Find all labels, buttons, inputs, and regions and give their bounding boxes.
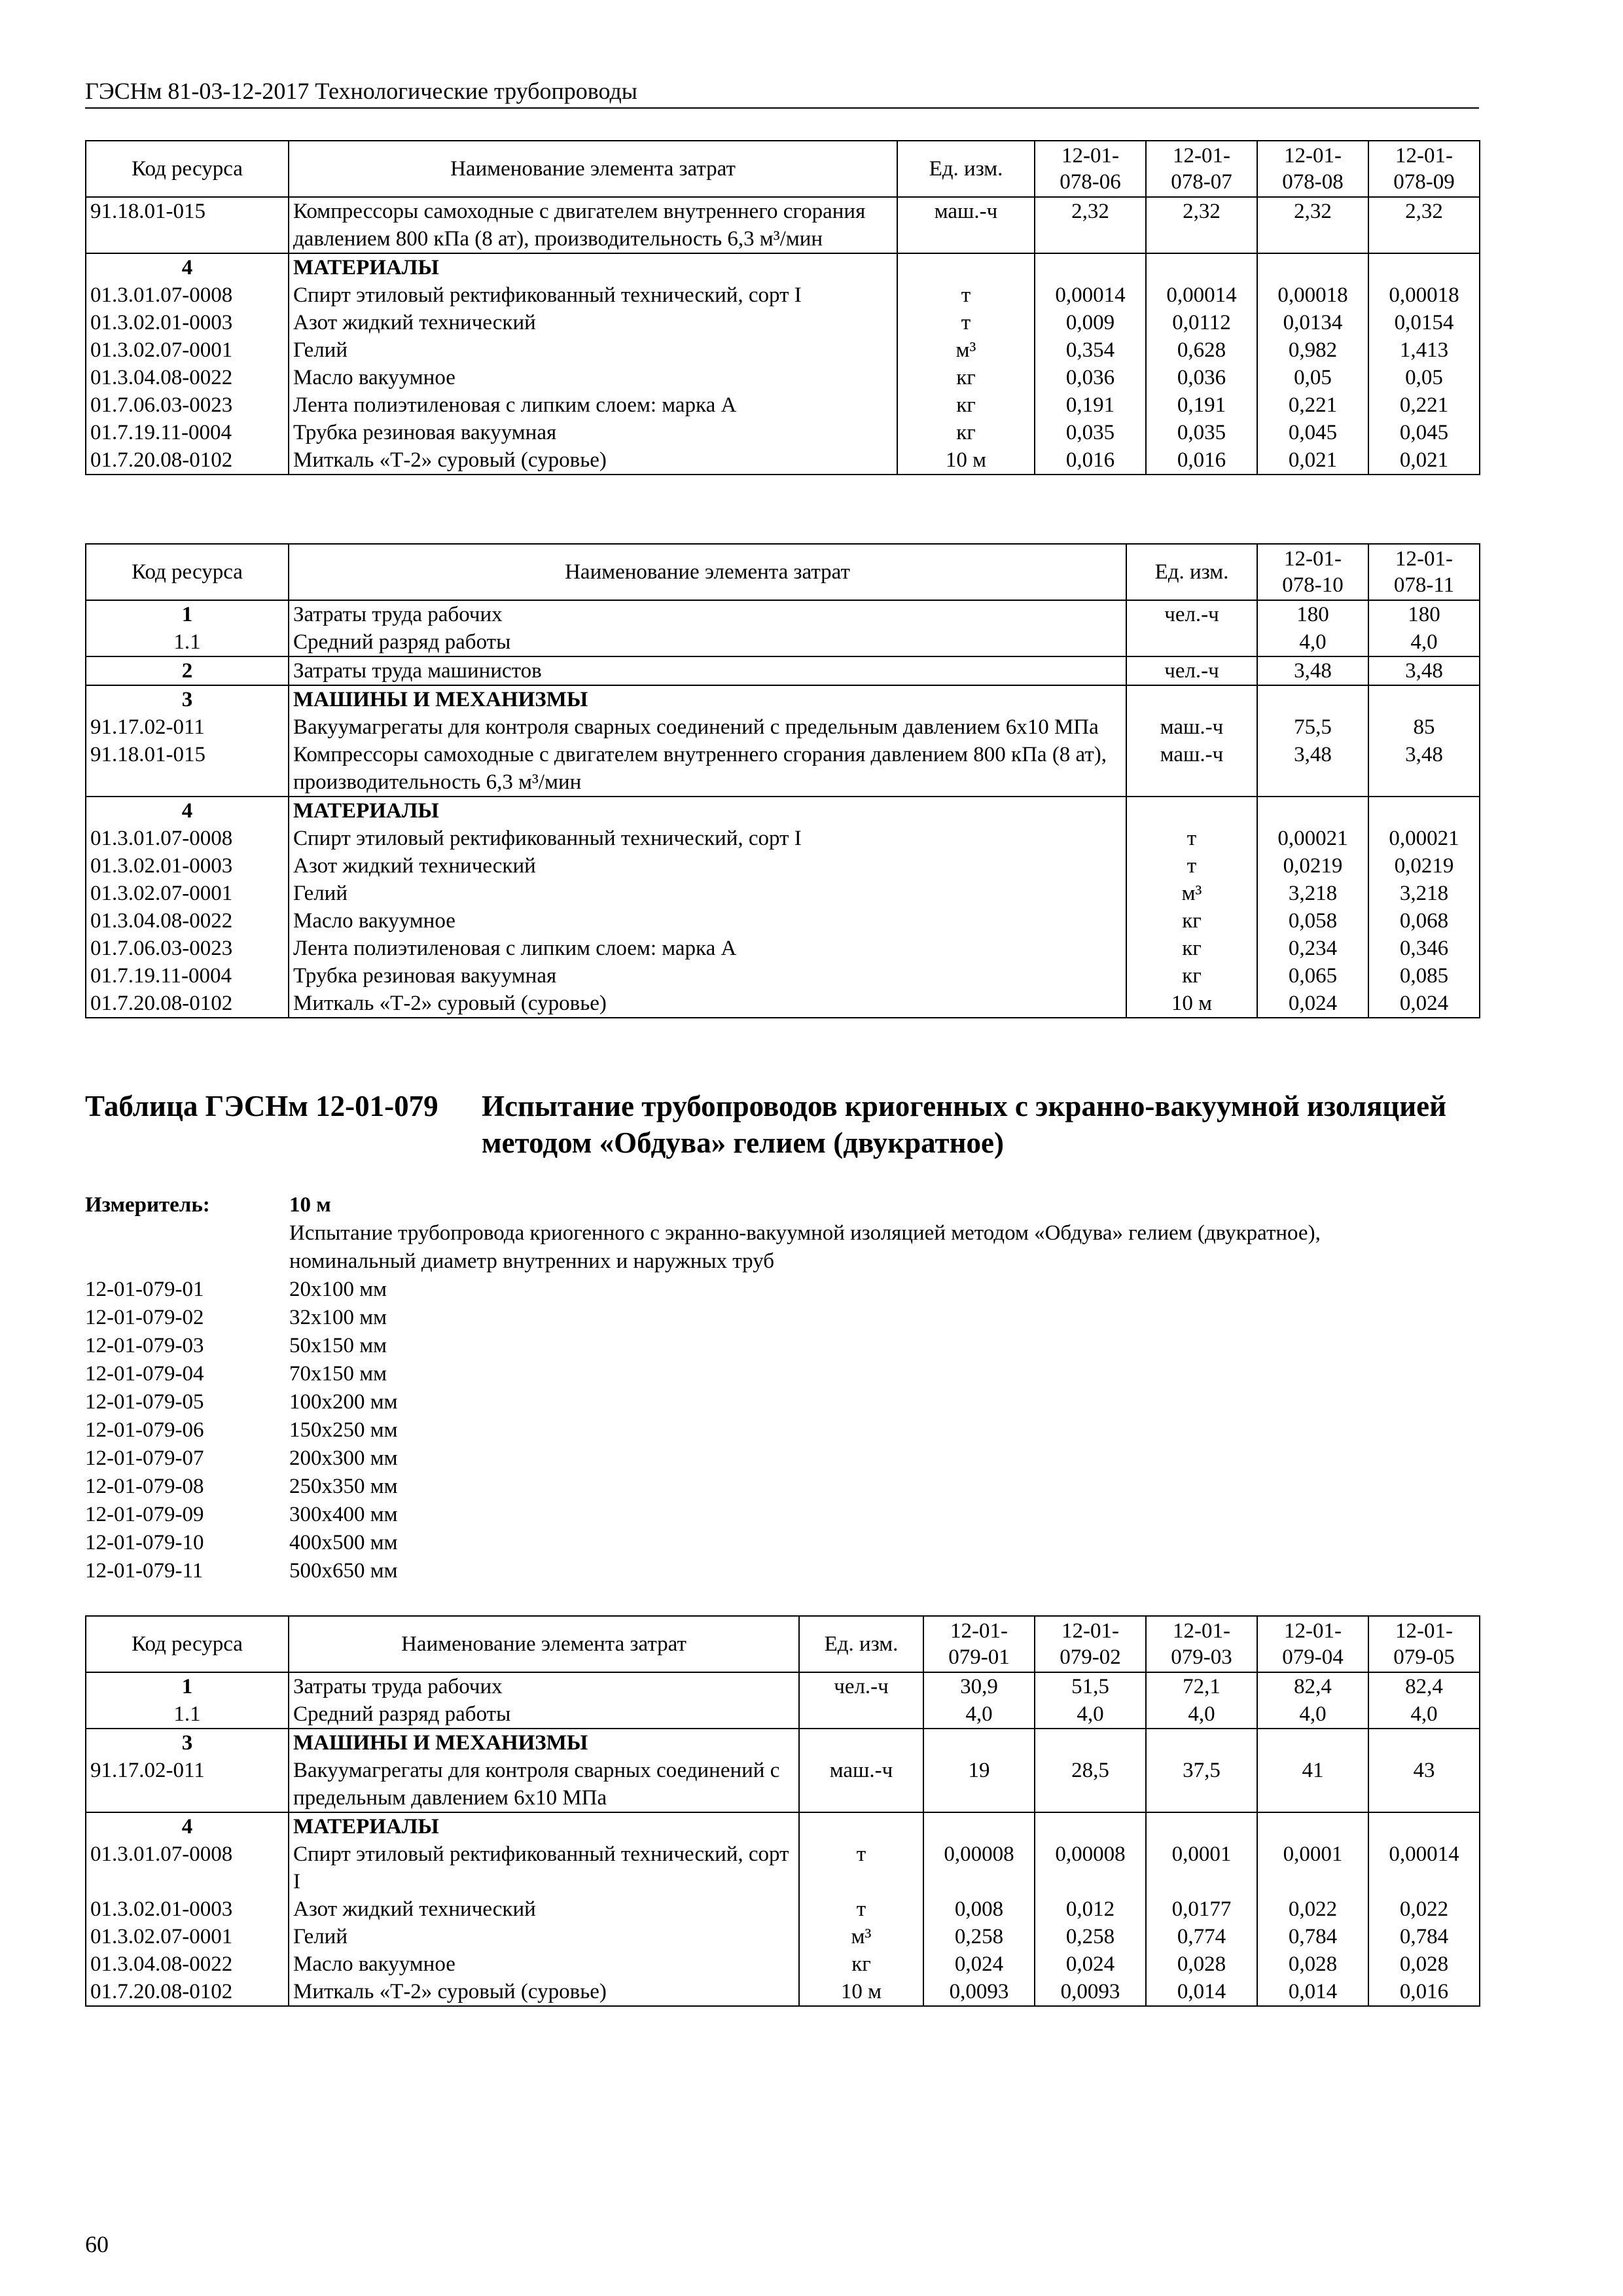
col-header-code: Код ресурса [86,544,289,600]
col-header-unit: Ед. изм. [799,1616,923,1672]
col-header-norm: 12-01- 079-02 [1035,1616,1146,1672]
table-row: 01.7.19.11-0004 Трубка резиновая вакуумная кг 0,065 0,085 [86,962,1480,990]
table-row: 1.1 Средний разряд работы 4,0 4,0 [86,628,1480,656]
table-row: 01.7.06.03-0023 Лента полиэтиленовая с липким слоем: марка А кг 0,234 0,346 [86,935,1480,962]
table-row: 1.1 Средний разряд работы 4,0 4,0 4,0 4,0 4,0 [86,1700,1480,1729]
section-row: 3 МАШИНЫ И МЕХАНИЗМЫ [86,685,1480,713]
table-row: 01.7.20.08-0102 Миткаль «Т-2» суровый (суровье) 10 м 0,0093 0,0093 0,014 0,014 0,016 [86,1978,1480,2006]
col-header-code: Код ресурса [86,1616,289,1672]
meter-label: Измеритель: [85,1193,210,1217]
table-row: 01.3.04.08-0022 Масло вакуумное кг 0,058 0,068 [86,907,1480,935]
list-item: 12-01-079-05 100х200 мм [85,1390,398,1414]
list-item: 12-01-079-10 400х500 мм [85,1531,398,1554]
list-item: 12-01-079-01 20х100 мм [85,1278,387,1301]
col-header-norm: 12-01- 079-04 [1257,1616,1368,1672]
section-title-text: Испытание трубопроводов криогенных с экранно-вакуумной изоляцией методом «Обдува» гелием (двукратное) [482,1090,1447,1159]
col-header-norm: 12-01- 079-01 [923,1616,1035,1672]
table-row: 01.7.20.08-0102 Миткаль «Т-2» суровый (суровье) 10 м 0,024 0,024 [86,990,1480,1018]
col-header-name: Наименование элемента затрат [289,1616,799,1672]
list-item: 12-01-079-08 250х350 мм [85,1475,398,1498]
table-row: 01.3.04.08-0022 Масло вакуумное кг 0,036 0,036 0,05 0,05 [86,364,1480,391]
col-header-unit: Ед. изм. [897,141,1035,197]
list-item: 12-01-079-06 150х250 мм [85,1418,398,1442]
table-row: 01.3.01.07-0008 Спирт этиловый ректификованный технический, сорт I т 0,00021 0,00021 [86,825,1480,852]
col-header-norm: 12-01- 078-09 [1368,141,1480,197]
list-item: 12-01-079-11 500х650 мм [85,1559,398,1583]
table-row: 1 Затраты труда рабочих чел.-ч 30,9 51,5 72,1 82,4 82,4 [86,1672,1480,1700]
page-number: 60 [85,2231,109,2257]
section-row: 4 МАТЕРИАЛЫ [86,253,1480,281]
table-row: 01.3.02.07-0001 Гелий м³ 0,258 0,258 0,774 0,784 0,784 [86,1923,1480,1950]
section-title-prefix: Таблица ГЭСНм 12-01-079 [85,1090,438,1122]
table-row: 2 Затраты труда машинистов чел.-ч 3,48 3,48 [86,656,1480,685]
table-row: 01.3.04.08-0022 Масло вакуумное кг 0,024 0,024 0,028 0,028 0,028 [86,1950,1480,1978]
running-header: ГЭСНм 81-03-12-2017 Технологические трубопроводы [85,77,1479,109]
table-row: 01.7.06.03-0023 Лента полиэтиленовая с липким слоем: марка А кг 0,191 0,191 0,221 0,221 [86,391,1480,419]
meter-value: 10 м [289,1193,331,1217]
list-item: 12-01-079-02 32х100 мм [85,1306,387,1329]
table-row: 1 Затраты труда рабочих чел.-ч 180 180 [86,600,1480,628]
table-row: 91.18.01-015 Компрессоры самоходные с двигателем внутреннего сгорания давлением 800 кПа (8 ат), производительность 6,3 м³/мин маш.-ч 2,32 2,32 2,32 2,32 [86,197,1480,253]
col-header-code: Код ресурса [86,141,289,197]
table-row: 01.3.01.07-0008 Спирт этиловый ректификованный технический, сорт I т 0,00008 0,00008 0,0001 0,0001 0,00014 [86,1840,1480,1895]
table-row: 01.3.01.07-0008 Спирт этиловый ректификованный технический, сорт I т 0,00014 0,00014 0,00018 0,00018 [86,281,1480,309]
col-header-norm: 12-01- 078-07 [1146,141,1257,197]
table-row: 01.3.02.01-0003 Азот жидкий технический т 0,0219 0,0219 [86,852,1480,880]
table-row: 01.3.02.01-0003 Азот жидкий технический т 0,009 0,0112 0,0134 0,0154 [86,309,1480,336]
col-header-unit: Ед. изм. [1126,544,1257,600]
list-item: 12-01-079-03 50х150 мм [85,1334,387,1357]
list-item: 12-01-079-04 70х150 мм [85,1362,387,1386]
section-row: 3 МАШИНЫ И МЕХАНИЗМЫ [86,1729,1480,1757]
resource-table-078-10-11 [85,543,1480,1018]
col-header-norm: 12-01- 079-05 [1368,1616,1480,1672]
col-header-norm: 12-01- 078-10 [1257,544,1368,600]
table-row: 01.3.02.01-0003 Азот жидкий технический т 0,008 0,012 0,0177 0,022 0,022 [86,1895,1480,1923]
table-row: 01.3.02.07-0001 Гелий м³ 3,218 3,218 [86,880,1480,907]
col-header-name: Наименование элемента затрат [289,544,1126,600]
resource-table-079-01-05 [85,1615,1480,2007]
resource-table-078-06-09 [85,140,1480,475]
col-header-norm: 12-01- 078-08 [1257,141,1368,197]
table-row: 01.3.02.07-0001 Гелий м³ 0,354 0,628 0,982 1,413 [86,336,1480,364]
table-row: 91.17.02-011 Вакуумагрегаты для контроля сварных соединений с предельным давлением 6х10 МПа маш.-ч 75,5 85 [86,713,1480,741]
col-header-name: Наименование элемента затрат [289,141,897,197]
list-item: 12-01-079-09 300х400 мм [85,1503,398,1526]
table-row: 91.17.02-011 Вакуумагрегаты для контроля сварных соединений с предельным давлением 6х10 МПа маш.-ч 19 28,5 37,5 41 43 [86,1757,1480,1812]
col-header-norm: 12-01- 078-11 [1368,544,1480,600]
section-row: 4 МАТЕРИАЛЫ [86,1812,1480,1840]
table-row: 01.7.20.08-0102 Миткаль «Т-2» суровый (суровье) 10 м 0,016 0,016 0,021 0,021 [86,446,1480,475]
table-row: 01.7.19.11-0004 Трубка резиновая вакуумная кг 0,035 0,035 0,045 0,045 [86,419,1480,446]
col-header-norm: 12-01- 078-06 [1035,141,1146,197]
meter-description: Испытание трубопровода криогенного с экранно-вакуумной изоляцией методом «Обдува» гелием (двукратное), номинальный диаметр внутренних и наружных труб [289,1221,1321,1273]
col-header-norm: 12-01- 079-03 [1146,1616,1257,1672]
list-item: 12-01-079-07 200х300 мм [85,1446,398,1470]
section-row: 4 МАТЕРИАЛЫ [86,797,1480,825]
meter-block [85,1191,1492,1585]
table-row: 91.18.01-015 Компрессоры самоходные с двигателем внутреннего сгорания давлением 800 кПа (8 ат), производительность 6,3 м³/мин маш.-ч 3,48 3,48 [86,741,1480,797]
